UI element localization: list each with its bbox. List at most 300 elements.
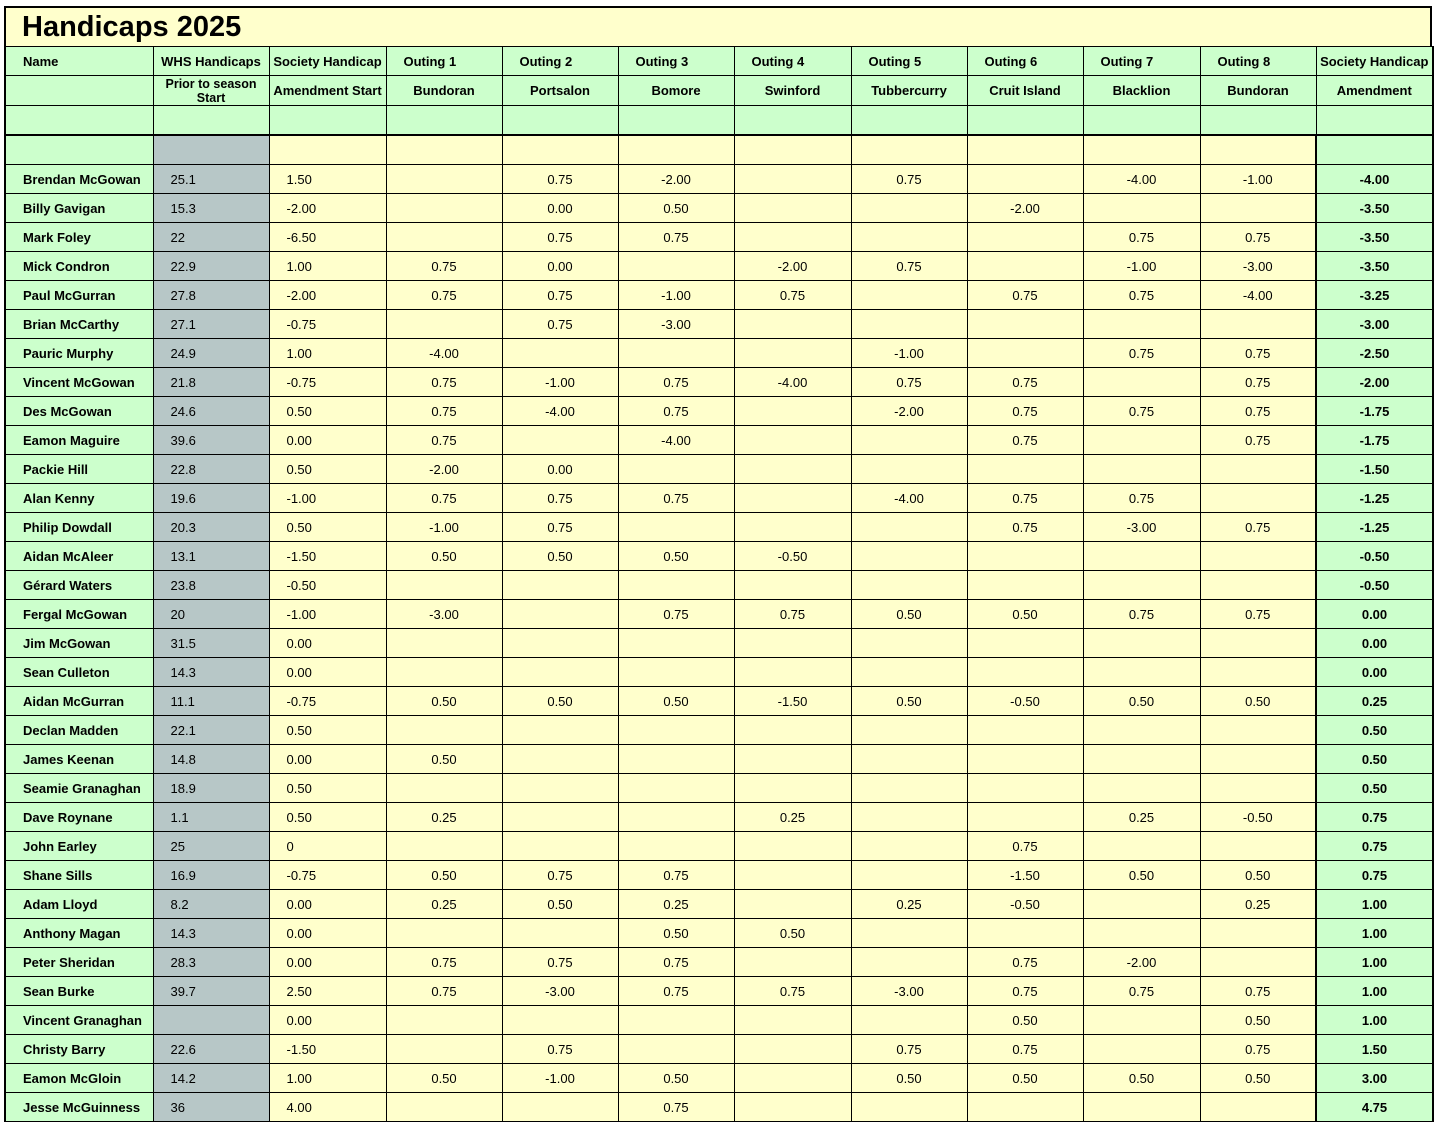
header-blank [5,106,153,136]
spacer-cell [502,135,618,165]
final-amendment-cell: 1.00 [1316,919,1433,948]
header-outing-1: Outing 1 [386,47,502,76]
outing-2-cell [502,832,618,861]
final-amendment-cell: -3.50 [1316,194,1433,223]
whs-handicap-cell: 14.8 [153,745,269,774]
outing-8-cell: 0.75 [1200,1035,1316,1064]
outing-5-cell [851,513,967,542]
outing-8-cell [1200,571,1316,600]
start-amendment-cell: -0.75 [269,310,386,339]
outing-1-cell: 0.75 [386,368,502,397]
outing-7-cell [1083,1093,1200,1122]
outing-7-cell: -1.00 [1083,252,1200,281]
outing-6-cell [967,571,1083,600]
outing-6-cell: 0.75 [967,513,1083,542]
whs-handicap-cell: 20.3 [153,513,269,542]
outing-4-cell [734,426,851,455]
header-blank [734,106,851,136]
spacer-cell [1200,135,1316,165]
outing-6-cell [967,919,1083,948]
outing-7-cell: 0.50 [1083,1064,1200,1093]
table-row [5,310,1433,339]
outing-1-cell: 0.75 [386,252,502,281]
outing-8-cell: 0.75 [1200,977,1316,1006]
outing-4-cell [734,629,851,658]
outing-3-cell: 0.75 [618,484,734,513]
outing-5-cell [851,745,967,774]
outing-3-cell: 0.75 [618,397,734,426]
outing-5-cell: -1.00 [851,339,967,368]
outing-5-cell [851,455,967,484]
outing-7-cell [1083,890,1200,919]
whs-handicap-cell [153,1006,269,1035]
header-name-blank [5,76,153,106]
outing-6-cell [967,455,1083,484]
outing-3-cell: 0.50 [618,542,734,571]
outing-8-cell: -0.50 [1200,803,1316,832]
outing-4-cell: -0.50 [734,542,851,571]
outing-8-cell [1200,774,1316,803]
spacer-cell [1083,135,1200,165]
outing-7-cell [1083,658,1200,687]
outing-1-cell [386,571,502,600]
start-amendment-cell: -0.50 [269,571,386,600]
player-name-cell: Sean Burke [5,977,153,1006]
outing-1-cell: 0.50 [386,745,502,774]
outing-7-cell [1083,310,1200,339]
handicap-table [4,46,1434,1122]
final-amendment-cell: 0.50 [1316,745,1433,774]
outing-2-cell: 0.00 [502,252,618,281]
outing-6-cell: -0.50 [967,890,1083,919]
whs-handicap-cell: 27.8 [153,281,269,310]
table-row [5,658,1433,687]
outing-1-cell [386,165,502,194]
outing-5-cell [851,426,967,455]
outing-3-cell [618,1035,734,1064]
header-outing-5: Outing 5 [851,47,967,76]
player-name-cell: Philip Dowdall [5,513,153,542]
outing-5-cell: 0.75 [851,252,967,281]
table-row [5,484,1433,513]
header-outing-4: Outing 4 [734,47,851,76]
outing-1-cell [386,1035,502,1064]
header-blank [851,106,967,136]
outing-5-cell: 0.50 [851,1064,967,1093]
final-amendment-cell: 0.75 [1316,803,1433,832]
outing-8-cell [1200,658,1316,687]
outing-6-cell [967,310,1083,339]
table-row [5,1064,1433,1093]
start-amendment-cell: 0 [269,832,386,861]
outing-1-cell: -4.00 [386,339,502,368]
outing-1-cell: 0.75 [386,426,502,455]
outing-7-cell: 0.75 [1083,397,1200,426]
player-name-cell: John Earley [5,832,153,861]
outing-5-cell: 0.25 [851,890,967,919]
table-row [5,281,1433,310]
outing-5-cell [851,774,967,803]
outing-5-cell [851,542,967,571]
final-amendment-cell: -3.50 [1316,252,1433,281]
outing-1-cell: -1.00 [386,513,502,542]
outing-8-cell: -1.00 [1200,165,1316,194]
outing-8-cell: 0.75 [1200,368,1316,397]
outing-3-cell: 0.75 [618,223,734,252]
outing-6-cell [967,774,1083,803]
header-row-2 [5,76,1433,106]
start-amendment-cell: 1.00 [269,339,386,368]
outing-5-cell: 0.75 [851,368,967,397]
outing-3-cell [618,1006,734,1035]
outing-1-cell [386,223,502,252]
outing-8-cell [1200,629,1316,658]
table-row [5,861,1433,890]
outing-5-cell [851,281,967,310]
page-title: Handicaps 2025 [22,10,242,43]
outing-2-cell: 0.50 [502,542,618,571]
table-row [5,890,1433,919]
outing-2-cell: 0.75 [502,281,618,310]
table-row [5,948,1433,977]
outing-6-cell: -2.00 [967,194,1083,223]
outing-1-cell [386,629,502,658]
final-amendment-cell: 1.00 [1316,1006,1433,1035]
table-row [5,687,1433,716]
whs-handicap-cell: 14.2 [153,1064,269,1093]
header-start: Society Handicap [269,47,386,76]
player-name-cell: Adam Lloyd [5,890,153,919]
header-blank [1200,106,1316,136]
spacer-cell [618,135,734,165]
outing-2-cell: 0.75 [502,861,618,890]
final-amendment-cell: 0.50 [1316,716,1433,745]
header-venue-4: Swinford [734,76,851,106]
final-amendment-cell: -0.50 [1316,542,1433,571]
spacer-cell [1316,135,1433,165]
outing-7-cell: 0.25 [1083,803,1200,832]
outing-8-cell: 0.75 [1200,223,1316,252]
table-row [5,165,1433,194]
outing-4-cell: -1.50 [734,687,851,716]
outing-6-cell [967,716,1083,745]
whs-handicap-cell: 23.8 [153,571,269,600]
outing-1-cell: -2.00 [386,455,502,484]
final-amendment-cell: -2.50 [1316,339,1433,368]
outing-4-cell [734,832,851,861]
start-amendment-cell: 0.00 [269,1006,386,1035]
outing-3-cell [618,745,734,774]
outing-7-cell [1083,1035,1200,1064]
outing-6-cell: 0.50 [967,1064,1083,1093]
outing-5-cell [851,571,967,600]
outing-5-cell: 0.75 [851,1035,967,1064]
outing-7-cell [1083,571,1200,600]
start-amendment-cell: 0.50 [269,803,386,832]
table-row [5,977,1433,1006]
outing-6-cell: 0.75 [967,484,1083,513]
table-row [5,223,1433,252]
header-row-3 [5,106,1433,136]
header-venue-5: Tubbercurry [851,76,967,106]
header-final-sub: Amendment [1316,76,1433,106]
header-blank [269,106,386,136]
whs-handicap-cell: 11.1 [153,687,269,716]
outing-4-cell [734,774,851,803]
outing-5-cell: 0.50 [851,687,967,716]
outing-4-cell [734,165,851,194]
outing-8-cell: 0.25 [1200,890,1316,919]
player-name-cell: Christy Barry [5,1035,153,1064]
outing-7-cell: -2.00 [1083,948,1200,977]
outing-4-cell: 0.75 [734,977,851,1006]
outing-6-cell: 0.75 [967,397,1083,426]
final-amendment-cell: 4.75 [1316,1093,1433,1122]
whs-handicap-cell: 15.3 [153,194,269,223]
outing-8-cell [1200,745,1316,774]
outing-2-cell [502,919,618,948]
table-row [5,745,1433,774]
final-amendment-cell: 0.75 [1316,861,1433,890]
outing-5-cell [851,194,967,223]
header-venue-7: Blacklion [1083,76,1200,106]
spacer-cell [153,135,269,165]
final-amendment-cell: 0.75 [1316,832,1433,861]
final-amendment-cell: 1.00 [1316,948,1433,977]
start-amendment-cell: -6.50 [269,223,386,252]
outing-1-cell [386,774,502,803]
outing-4-cell: 0.50 [734,919,851,948]
outing-8-cell: 0.50 [1200,687,1316,716]
outing-2-cell [502,339,618,368]
outing-4-cell: 0.25 [734,803,851,832]
final-amendment-cell: -1.25 [1316,484,1433,513]
outing-3-cell: 0.25 [618,890,734,919]
header-venue-1: Bundoran [386,76,502,106]
player-name-cell: Jim McGowan [5,629,153,658]
table-row [5,919,1433,948]
player-name-cell: Seamie Granaghan [5,774,153,803]
outing-4-cell [734,310,851,339]
final-amendment-cell: -1.75 [1316,397,1433,426]
outing-3-cell: 0.75 [618,600,734,629]
outing-8-cell [1200,455,1316,484]
header-start-sub: Amendment Start [269,76,386,106]
header-row-1 [5,47,1433,76]
outing-3-cell: 0.75 [618,861,734,890]
outing-4-cell [734,223,851,252]
whs-handicap-cell: 14.3 [153,919,269,948]
outing-2-cell [502,571,618,600]
outing-1-cell: 0.50 [386,1064,502,1093]
whs-handicap-cell: 13.1 [153,542,269,571]
player-name-cell: Paul McGurran [5,281,153,310]
whs-handicap-cell: 22.6 [153,1035,269,1064]
outing-3-cell [618,803,734,832]
player-name-cell: Jesse McGuinness [5,1093,153,1122]
outing-4-cell [734,861,851,890]
outing-5-cell [851,832,967,861]
outing-7-cell: 0.75 [1083,977,1200,1006]
outing-4-cell [734,745,851,774]
outing-5-cell: 0.75 [851,165,967,194]
outing-7-cell: 0.75 [1083,484,1200,513]
header-blank [967,106,1083,136]
outing-7-cell [1083,426,1200,455]
outing-5-cell [851,223,967,252]
start-amendment-cell: 0.50 [269,397,386,426]
outing-1-cell: 0.50 [386,861,502,890]
header-blank [386,106,502,136]
outing-4-cell [734,571,851,600]
spacer-cell [734,135,851,165]
outing-4-cell: 0.75 [734,281,851,310]
player-name-cell: Eamon McGloin [5,1064,153,1093]
outing-2-cell: 0.75 [502,165,618,194]
outing-8-cell [1200,1093,1316,1122]
header-name: Name [5,47,153,76]
whs-handicap-cell: 27.1 [153,310,269,339]
outing-6-cell: 0.50 [967,1006,1083,1035]
header-outing-8: Outing 8 [1200,47,1316,76]
outing-5-cell [851,1006,967,1035]
final-amendment-cell: -1.25 [1316,513,1433,542]
table-row [5,194,1433,223]
player-name-cell: Dave Roynane [5,803,153,832]
final-amendment-cell: -1.75 [1316,426,1433,455]
outing-4-cell: 0.75 [734,600,851,629]
start-amendment-cell: 4.00 [269,1093,386,1122]
outing-7-cell [1083,716,1200,745]
outing-6-cell [967,745,1083,774]
header-venue-2: Portsalon [502,76,618,106]
whs-handicap-cell: 39.7 [153,977,269,1006]
outing-8-cell: -3.00 [1200,252,1316,281]
outing-8-cell [1200,919,1316,948]
outing-3-cell [618,716,734,745]
outing-5-cell [851,803,967,832]
final-amendment-cell: 0.50 [1316,774,1433,803]
outing-2-cell: 0.75 [502,223,618,252]
outing-6-cell: 0.50 [967,600,1083,629]
player-name-cell: Packie Hill [5,455,153,484]
outing-1-cell: 0.75 [386,948,502,977]
start-amendment-cell: -0.75 [269,687,386,716]
outing-5-cell [851,310,967,339]
outing-6-cell: -0.50 [967,687,1083,716]
start-amendment-cell: 2.50 [269,977,386,1006]
outing-1-cell [386,1006,502,1035]
player-name-cell: Vincent Granaghan [5,1006,153,1035]
outing-3-cell [618,658,734,687]
start-amendment-cell: 0.00 [269,629,386,658]
player-name-cell: Shane Sills [5,861,153,890]
outing-2-cell [502,658,618,687]
start-amendment-cell: 0.00 [269,890,386,919]
outing-4-cell [734,339,851,368]
header-outing-3: Outing 3 [618,47,734,76]
outing-3-cell [618,339,734,368]
outing-7-cell [1083,194,1200,223]
outing-1-cell [386,1093,502,1122]
outing-3-cell [618,455,734,484]
final-amendment-cell: 0.00 [1316,600,1433,629]
final-amendment-cell: -1.50 [1316,455,1433,484]
outing-5-cell: -2.00 [851,397,967,426]
outing-7-cell: 0.75 [1083,223,1200,252]
outing-3-cell: 0.50 [618,919,734,948]
whs-handicap-cell: 24.9 [153,339,269,368]
outing-2-cell: 0.00 [502,194,618,223]
outing-2-cell: 0.75 [502,310,618,339]
outing-6-cell [967,658,1083,687]
outing-4-cell [734,716,851,745]
outing-8-cell [1200,832,1316,861]
player-name-cell: James Keenan [5,745,153,774]
outing-5-cell [851,716,967,745]
outing-1-cell [386,310,502,339]
outing-8-cell: 0.50 [1200,1006,1316,1035]
outing-5-cell [851,948,967,977]
final-amendment-cell: -2.00 [1316,368,1433,397]
outing-4-cell [734,948,851,977]
outing-7-cell [1083,629,1200,658]
outing-3-cell [618,774,734,803]
outing-8-cell: 0.50 [1200,1064,1316,1093]
outing-3-cell [618,832,734,861]
start-amendment-cell: 0.50 [269,513,386,542]
outing-3-cell [618,252,734,281]
outing-3-cell: 0.75 [618,948,734,977]
outing-7-cell [1083,745,1200,774]
outing-7-cell [1083,919,1200,948]
table-row [5,716,1433,745]
outing-6-cell [967,542,1083,571]
start-amendment-cell: 1.50 [269,165,386,194]
final-amendment-cell: -3.00 [1316,310,1433,339]
table-row [5,426,1433,455]
player-name-cell: Aidan McGurran [5,687,153,716]
outing-6-cell [967,629,1083,658]
whs-handicap-cell: 21.8 [153,368,269,397]
outing-7-cell: -4.00 [1083,165,1200,194]
outing-1-cell: 0.75 [386,484,502,513]
outing-5-cell [851,1093,967,1122]
header-outing-6: Outing 6 [967,47,1083,76]
outing-5-cell [851,658,967,687]
start-amendment-cell: -2.00 [269,194,386,223]
whs-handicap-cell: 18.9 [153,774,269,803]
table-row [5,252,1433,281]
start-amendment-cell: -1.50 [269,1035,386,1064]
outing-2-cell: 0.75 [502,1035,618,1064]
outing-6-cell [967,1093,1083,1122]
outing-6-cell: 0.75 [967,948,1083,977]
outing-7-cell [1083,542,1200,571]
spacer-cell [386,135,502,165]
outing-3-cell: 0.50 [618,687,734,716]
outing-3-cell: -2.00 [618,165,734,194]
outing-6-cell: 0.75 [967,281,1083,310]
outing-1-cell: 0.50 [386,687,502,716]
outing-4-cell [734,1093,851,1122]
player-name-cell: Peter Sheridan [5,948,153,977]
outing-6-cell: -1.50 [967,861,1083,890]
outing-7-cell: 0.50 [1083,687,1200,716]
whs-handicap-cell: 25.1 [153,165,269,194]
outing-7-cell: -3.00 [1083,513,1200,542]
whs-handicap-cell: 25 [153,832,269,861]
